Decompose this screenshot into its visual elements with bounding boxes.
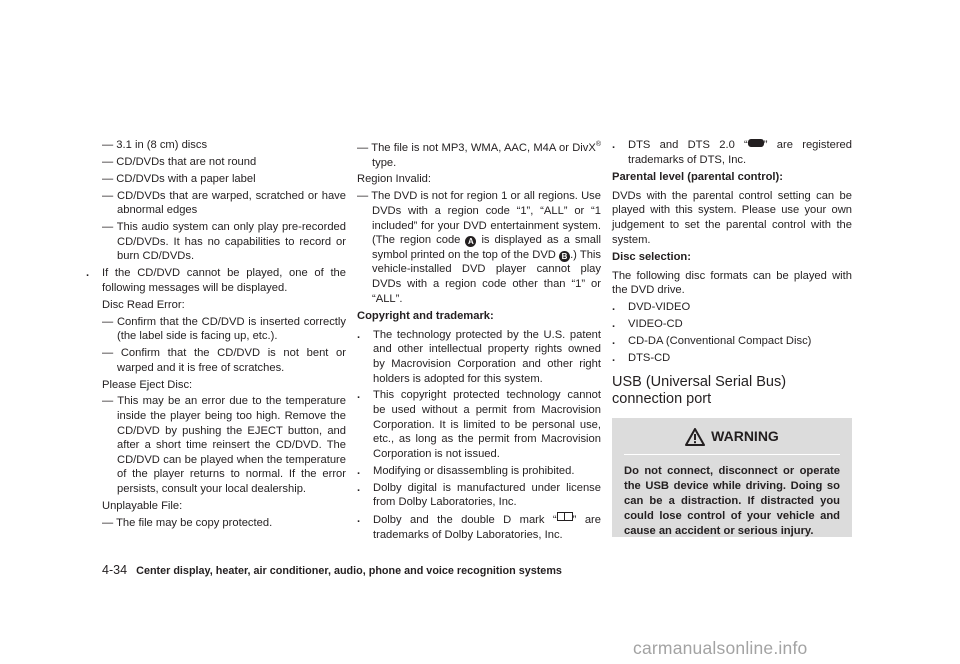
bullet-symbol: .: [357, 481, 361, 494]
bullet-symbol: .: [357, 464, 361, 477]
dts-text: DTS and DTS 2.0 “: [628, 139, 748, 151]
section-heading: Disc selection:: [612, 251, 691, 264]
bullet-symbol: .: [357, 328, 361, 341]
dash-item: — Confirm that the CD/DVD is inserted correctly (the label side is facing up, etc.).: [102, 315, 346, 343]
dash-item: — CD/DVDs that are warped, scratched or have abnormal edges: [102, 189, 346, 217]
bullet-text: This copyright protected technology cannot be used without a permit from Macrovision Corporation. It is limited to be personal use, etc., as long as the permit from Macrovision Corporation is not issued.: [373, 389, 601, 460]
bullet-symbol: .: [612, 318, 616, 331]
region-text: — The DVD is not for region 1 or all regions. Use DVDs with a region code “1”, “ALL” or “1 included” for your DVD entertainment system. (The region code: [357, 190, 601, 247]
bullet-symbol: .: [612, 351, 616, 364]
dolby-text: Dolby and the double D mark “: [373, 514, 557, 527]
region-text: .) This vehicle-installed DVD player cannot play DVDs with a region code other than “1” or “ALL”.: [372, 248, 601, 305]
warning-text: Do not connect, disconnect or operate the USB device while driving. Doing so can be a distraction. If distracted you could lose control of your vehicle and cause an accident or serious injury.: [624, 454, 840, 539]
format-text: DTS-CD: [628, 351, 671, 364]
warning-box: [612, 418, 852, 537]
bullet-symbol: .: [612, 335, 616, 348]
bullet-symbol: .: [612, 301, 616, 314]
bullet-text: The technology protected by the U.S. patent and other intellectual property rights owned by Macrovision Corporation and other right holders is adopted for this system.: [373, 328, 601, 385]
bullet-text: Dolby digital is manufactured under license from Dolby Laboratories, Inc.: [373, 481, 601, 509]
message-label: Please Eject Disc:: [102, 378, 193, 391]
bullet-text: If the CD/DVD cannot be played, one of the following messages will be displayed.: [102, 267, 346, 294]
callout-b-icon: B: [559, 251, 570, 262]
chapter-title: Center display, heater, air conditioner, audio, phone and voice recognition systems: [136, 565, 562, 577]
bullet-item: [357, 328, 601, 386]
format-text: VIDEO-CD: [628, 318, 683, 331]
dash-item: — This audio system can only play pre-recorded CD/DVDs. It has no capabilities to record or burn CD/DVDs.: [102, 221, 346, 263]
format-item: [612, 334, 852, 349]
format-item: [612, 317, 852, 332]
watermark: carmanualsonline.info: [633, 638, 808, 658]
dolby-mark-icon: [557, 512, 573, 521]
divx-text-end: type.: [372, 156, 397, 169]
bullet-item: [357, 464, 601, 479]
format-text: CD-DA (Conventional Compact Disc): [628, 335, 812, 348]
message-label: Unplayable File:: [102, 499, 183, 512]
right-column: [612, 138, 852, 537]
dash-item: [357, 138, 601, 170]
message-label: Disc Read Error:: [102, 298, 185, 311]
bullet-text: Modifying or disassembling is prohibited.: [373, 464, 575, 477]
format-item: [612, 351, 852, 366]
dash-item: — 3.1 in (8 cm) discs: [102, 139, 208, 151]
bullet-item: [612, 138, 852, 167]
page-footer: [102, 563, 562, 577]
page-number: 4-34: [102, 563, 128, 577]
warning-triangle-icon: [685, 428, 705, 446]
registered-mark: ®: [595, 141, 601, 148]
dash-item: — CD/DVDs with a paper label: [102, 172, 256, 185]
dash-item: — This may be an error due to the temperature inside the player being too high. Remove the CD/DVD by pushing the EJECT button, and after a short time reinsert the CD/DVD. The CD/DVD can be played when the temperature of the player returns to normal. If the error persists, consult your local dealership.: [102, 395, 346, 496]
dts-logo-icon: [748, 139, 764, 147]
dash-item: [357, 189, 601, 306]
bullet-symbol: .: [612, 139, 616, 151]
bullet-symbol: .: [357, 389, 361, 402]
warning-label: WARNING: [711, 428, 779, 445]
dolby-text-end: ” are trademarks of Dolby Laboratories, Inc.: [373, 514, 601, 541]
dash-item: — The file may be copy protected.: [102, 516, 273, 529]
paragraph: The following disc formats can be played with the DVD drive.: [612, 269, 852, 297]
format-text: DVD-VIDEO: [628, 301, 691, 314]
middle-column: [357, 138, 601, 545]
bullet-item: [86, 266, 346, 295]
bullet-item: [357, 388, 601, 461]
warning-header: [612, 418, 852, 450]
section-heading: Parental level (parental control):: [612, 171, 783, 184]
divx-text: — The file is not MP3, WMA, AAC, M4A or DivX: [357, 142, 596, 154]
paragraph: DVDs with the parental control setting can be played with this system. Please use your own judgement to set the parental control with the system.: [612, 189, 852, 246]
section-heading: Copyright and trademark:: [357, 310, 494, 323]
bullet-symbol: .: [357, 513, 361, 526]
bullet-item: [357, 512, 601, 542]
region-text: is displayed as a small symbol printed on the top of the DVD: [372, 234, 601, 261]
usb-section-title: USB (Universal Serial Bus) connection port: [612, 373, 787, 407]
bullet-symbol: .: [86, 267, 90, 280]
message-label: Region Invalid:: [357, 173, 432, 186]
format-item: [612, 300, 852, 315]
bullet-item: [357, 481, 601, 510]
dts-text-end: ” are registered trademarks of DTS, Inc.: [628, 139, 852, 166]
dash-item: — Confirm that the CD/DVD is not bent or warped and it is free of scratches.: [102, 347, 346, 374]
callout-a-icon: A: [465, 236, 476, 247]
dash-item: — CD/DVDs that are not round: [102, 155, 257, 168]
left-column: [86, 138, 346, 533]
